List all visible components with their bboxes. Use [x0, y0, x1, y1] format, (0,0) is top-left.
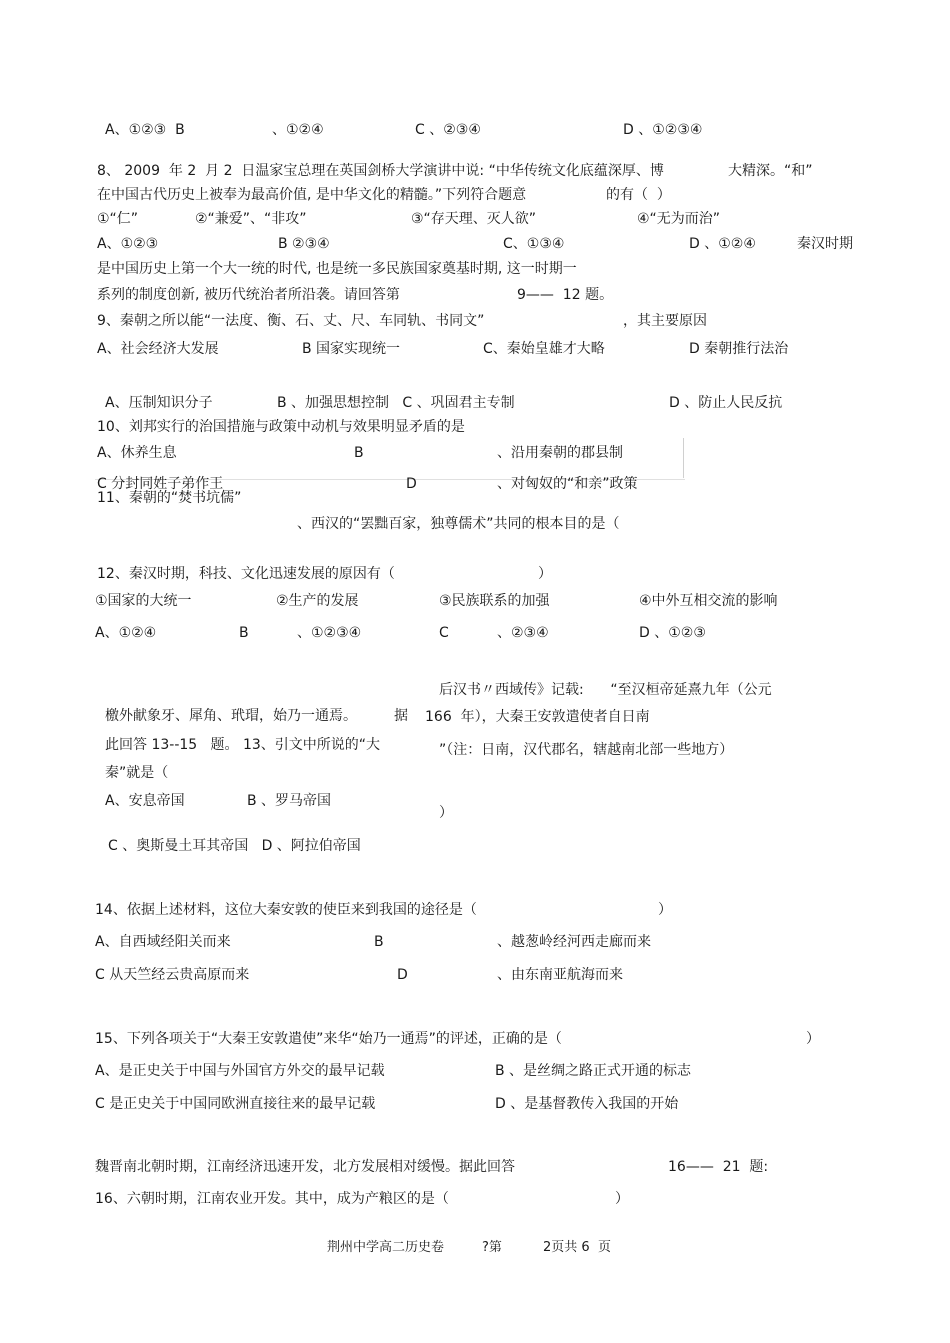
q14-option-c: C 从天竺经云贵高原而来	[95, 967, 250, 983]
passage-left-line1-end: 据	[394, 708, 408, 724]
q11-option-a: A、压制知识分子	[105, 395, 213, 411]
footer-title: 荆州中学高二历史卷	[327, 1240, 445, 1255]
q12-item-4: ④中外互相交流的影响	[639, 593, 778, 609]
q10-option-d: 、对匈奴的“和亲”政策	[497, 476, 638, 492]
q12-item-3: ③民族联系的加强	[439, 593, 550, 609]
q8-item-2: ②“兼爱”、“非攻”	[195, 211, 307, 227]
q15-option-b: B 、是丝绸之路正式开通的标志	[495, 1063, 692, 1079]
q12-option-c-label: C	[439, 625, 449, 641]
passage-right-line3: ”（注：日南，汉代郡名，辖越南北部一些地方）	[439, 742, 734, 758]
q11-option-bc: B 、加强思想控制 C 、巩固君主专制	[277, 395, 515, 411]
q8-stem-line1-end: 大精深。“和”	[728, 163, 813, 179]
answer-option-b: 、①②④	[272, 122, 324, 138]
passage-left-line1: 檄外献象牙、犀角、玳瑁，始乃一通焉。	[105, 708, 357, 724]
q8-option-b: B ②③④	[278, 236, 330, 252]
q15-option-a: A、是正史关于中国与外国官方外交的最早记载	[95, 1063, 385, 1079]
q12-item-2: ②生产的发展	[276, 593, 359, 609]
q14-option-d: 、由东南亚航海而来	[497, 967, 623, 983]
passage-right-line2: 166 年），大秦王安敦遣使者自日南	[425, 709, 650, 725]
q14-option-d-label: D	[397, 967, 408, 983]
q13-option-b: B 、罗马帝国	[247, 793, 332, 809]
q15-option-d: D 、是基督教传入我国的开始	[495, 1096, 679, 1112]
q12-option-d: D 、①②③	[639, 625, 706, 641]
q15-stem-end: ）	[806, 1031, 820, 1047]
q12-option-b: 、①②③④	[297, 625, 362, 641]
q10-option-b: 、沿用秦朝的郡县制	[497, 445, 623, 461]
footer-page-prefix: ?第	[482, 1240, 502, 1255]
q8-stem-line2: 在中国古代历史上被奉为最高价值, 是中华文化的精髓。”下列符合题意	[97, 187, 527, 203]
period-intro: 魏晋南北朝时期，江南经济迅速开发，北方发展相对缓慢。据此回答	[95, 1159, 515, 1175]
q10-option-b-label: B	[354, 445, 364, 461]
q13-stem-end: ）	[439, 805, 453, 821]
q14-stem-end: ）	[658, 902, 672, 918]
q16-stem-end: ）	[615, 1191, 629, 1207]
q10-option-c: C 分封同姓子弟作王	[97, 476, 224, 492]
q9-option-d: D 秦朝推行法治	[689, 341, 789, 357]
q14-option-a: A、自西域经阳关而来	[95, 934, 231, 950]
q10-option-d-label: D	[406, 476, 417, 492]
q8-stem-line2-end: 的有（ ）	[606, 187, 671, 203]
q12-option-a: A、①②④	[95, 625, 157, 641]
q10-stem: 10、刘邦实行的治国措施与政策中动机与效果明显矛盾的是	[97, 419, 465, 435]
q9-stem: 9、秦朝之所以能“一法度、衡、石、丈、尺、车同轨、书同文”	[97, 313, 485, 329]
q8-item-3: ③“存天理、灭人欲”	[411, 211, 537, 227]
answer-option-d: D 、①②③④	[623, 122, 703, 138]
q8-option-a: A、①②③	[97, 236, 159, 252]
footer-page-number: 2页共 6 页	[543, 1240, 611, 1255]
q8-item-4: ④“无为而治”	[637, 211, 721, 227]
q12-item-1: ①国家的大统一	[95, 593, 192, 609]
qin-han-intro-line1: 是中国历史上第一个大一统的时代, 也是统一多民族国家奠基时期, 这一时期一	[97, 261, 577, 277]
qin-han-intro-start: 秦汉时期	[797, 236, 853, 252]
q12-stem: 12、秦汉时期，科技、文化迅速发展的原因有（	[97, 566, 395, 582]
q11-option-d: D 、防止人民反抗	[669, 395, 783, 411]
q13-stem: 秦”就是（	[105, 765, 169, 781]
q12-option-b-label: B	[239, 625, 249, 641]
q16-stem: 16、六朝时期，江南农业开发。其中，成为产粮区的是（	[95, 1191, 449, 1207]
q11-stem: 11、秦朝的“焚书坑儒”	[97, 490, 242, 506]
q10-option-a: A、休养生息	[97, 445, 177, 461]
q15-stem: 15、下列各项关于“大秦王安敦遣使”来华“始乃一通焉”的评述，正确的是（	[95, 1031, 562, 1047]
table-border-vertical	[683, 438, 684, 478]
q9-option-c: C、秦始皇雄才大略	[483, 341, 605, 357]
q14-option-b-label: B	[374, 934, 384, 950]
q8-stem-line1: 8、 2009 年 2 月 2 日温家宝总理在英国剑桥大学演讲中说: “中华传统文化底蕴深厚、博	[97, 163, 664, 179]
q9-stem-end: ，其主要原因	[623, 313, 707, 329]
qin-han-intro-line2: 系列的制度创新, 被历代统治者所沿袭。请回答第	[97, 287, 400, 303]
answer-option-c: C 、②③④	[415, 122, 481, 138]
q9-option-a: A、社会经济大发展	[97, 341, 219, 357]
q13-option-cd: C 、奥斯曼土耳其帝国 D 、阿拉伯帝国	[108, 838, 361, 854]
q12-stem-end: ）	[538, 566, 552, 582]
q11-stem-end: 、西汉的“罢黜百家，独尊儒术”共同的根本目的是（	[297, 516, 620, 532]
q8-item-1: ①“仁”	[97, 211, 139, 227]
q14-option-b: 、越葱岭经河西走廊而来	[497, 934, 651, 950]
passage-right-line1: 后汉书〃西域传》记载: “至汉桓帝延熹九年（公元	[439, 682, 772, 698]
q8-option-c: C、①③④	[503, 236, 565, 252]
answer-option-a: A、①②③ B	[105, 122, 185, 138]
passage-left-line2: 此回答 13--15 题。 13、引文中所说的“大	[105, 737, 381, 753]
q12-option-c: 、②③④	[497, 625, 549, 641]
q8-option-d: D 、①②④	[689, 236, 756, 252]
qin-han-intro-range: 9—— 12 题。	[517, 287, 614, 303]
q14-stem: 14、依据上述材料，这位大秦安敦的使臣来到我国的途径是（	[95, 902, 477, 918]
q9-option-b: B 国家实现统一	[302, 341, 401, 357]
q13-option-a: A、安息帝国	[105, 793, 185, 809]
q15-option-c: C 是正史关于中国同欧洲直接往来的最早记载	[95, 1096, 376, 1112]
period-intro-range: 16—— 21 题:	[668, 1159, 769, 1175]
